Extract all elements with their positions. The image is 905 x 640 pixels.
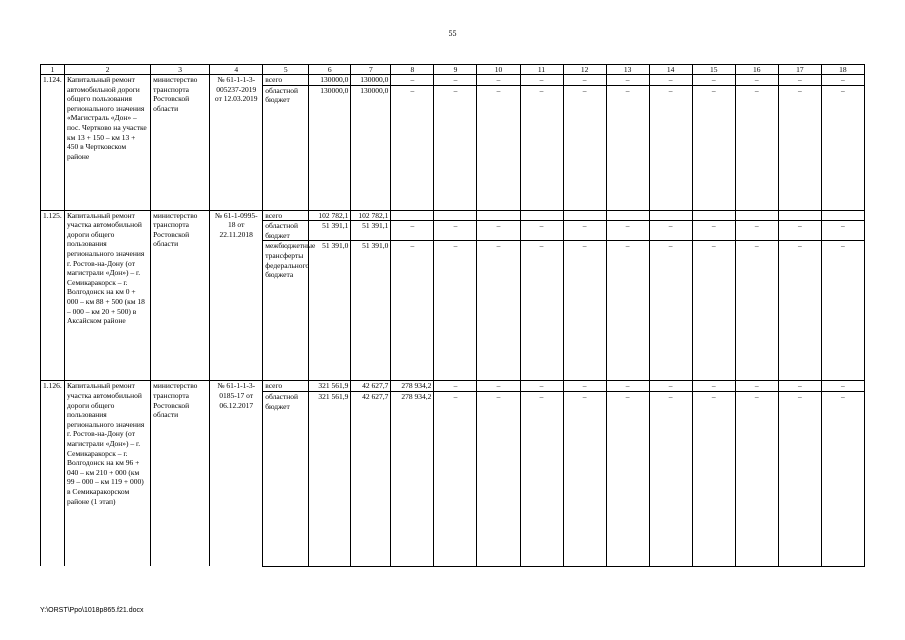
amount-col7: 51 391,1 (351, 221, 391, 241)
amount-col15: – (692, 75, 735, 86)
amount-col12: – (563, 75, 606, 86)
amount-col8: – (391, 221, 434, 241)
amount-col9 (434, 210, 477, 221)
amount-col9: – (434, 85, 477, 210)
amount-col12 (563, 210, 606, 221)
amount-col10: – (477, 381, 520, 392)
header-cell: 7 (351, 65, 391, 75)
amount-col14: – (649, 75, 692, 86)
amount-col7: 51 391,0 (351, 241, 391, 381)
funding-source: межбюджетные трансферты федерального бюджета (263, 241, 309, 381)
amount-col10: – (477, 391, 520, 566)
amount-col7: 42 627,7 (351, 391, 391, 566)
amount-col15: – (692, 221, 735, 241)
amount-col13: – (606, 221, 649, 241)
page-number: 55 (448, 29, 457, 38)
amount-col18: – (821, 381, 864, 392)
table-row (41, 75, 865, 86)
header-cell: 8 (391, 65, 434, 75)
amount-col13: – (606, 381, 649, 392)
amount-col14: – (649, 241, 692, 381)
amount-col15: – (692, 85, 735, 210)
funding-source: всего (263, 210, 309, 221)
header-cell: 1 (41, 65, 65, 75)
amount-col6: 130000,0 (309, 75, 351, 86)
amount-col13: – (606, 241, 649, 381)
amount-col17: – (778, 221, 821, 241)
header-cell: 3 (151, 65, 210, 75)
amount-col16: – (735, 75, 778, 86)
amount-col6: 321 561,9 (309, 381, 351, 392)
amount-col11: – (520, 221, 563, 241)
item-document: № 61-1-0995-18 от 22.11.2018 (210, 210, 263, 381)
program-table (40, 64, 865, 567)
amount-col12: – (563, 221, 606, 241)
header-cell: 5 (263, 65, 309, 75)
table-row (41, 381, 865, 392)
header-cell: 14 (649, 65, 692, 75)
amount-col17: – (778, 241, 821, 381)
amount-col10 (477, 210, 520, 221)
file-path-footer: Y:\ORST\Ppo\1018p865.f21.docx (40, 607, 144, 614)
amount-col10: – (477, 75, 520, 86)
amount-col10: – (477, 241, 520, 381)
amount-col18: – (821, 241, 864, 381)
amount-col18: – (821, 221, 864, 241)
header-cell: 12 (563, 65, 606, 75)
amount-col9: – (434, 221, 477, 241)
amount-col7: 102 782,1 (351, 210, 391, 221)
header-cell: 15 (692, 65, 735, 75)
amount-col12: – (563, 241, 606, 381)
amount-col17: – (778, 75, 821, 86)
item-organization: министерство транспорта Ростовской области (151, 75, 210, 211)
amount-col7: 42 627,7 (351, 381, 391, 392)
amount-col6: 130000,0 (309, 85, 351, 210)
header-cell: 18 (821, 65, 864, 75)
header-cell: 9 (434, 65, 477, 75)
amount-col8: – (391, 85, 434, 210)
header-cell: 11 (520, 65, 563, 75)
amount-col8: 278 934,2 (391, 391, 434, 566)
amount-col8 (391, 210, 434, 221)
amount-col14 (649, 210, 692, 221)
amount-col17: – (778, 391, 821, 566)
header-row (41, 65, 865, 75)
amount-col6: 321 561,9 (309, 391, 351, 566)
funding-source: областной бюджет (263, 221, 309, 241)
item-number: 1.124. (41, 75, 65, 211)
item-document: № 61-1-1-3-005237-2019 от 12.03.2019 (210, 75, 263, 211)
amount-col6: 51 391,1 (309, 221, 351, 241)
amount-col11: – (520, 85, 563, 210)
amount-col15 (692, 210, 735, 221)
amount-col11: – (520, 241, 563, 381)
item-number: 1.126. (41, 381, 65, 567)
item-organization: министерство транспорта Ростовской области (151, 210, 210, 381)
item-name: Капитальный ремонт участка автомобильной дороги общего пользования регионального значения г. Ростов-на-Дону (от магистрали «Дон») – г. Семикаракорск – г. Волгодонск на км 0 + 000 – км 88 + 500 (км 18 – 000 – км 20 + 500) в Аксайском районе (65, 210, 151, 381)
amount-col8: – (391, 241, 434, 381)
header-cell: 4 (210, 65, 263, 75)
amount-col17: – (778, 85, 821, 210)
amount-col16: – (735, 85, 778, 210)
amount-col9: – (434, 75, 477, 86)
item-name: Капитальный ремонт автомобильной дороги общего пользования регионального значения «Магистраль «Дон» – пос. Чертково на участке км 13 + 150 – км 13 + 450 в Чертковском районе (65, 75, 151, 211)
header-cell: 16 (735, 65, 778, 75)
amount-col13: – (606, 75, 649, 86)
amount-col10: – (477, 221, 520, 241)
funding-source: всего (263, 75, 309, 86)
amount-col14: – (649, 221, 692, 241)
amount-col8: – (391, 75, 434, 86)
amount-col17 (778, 210, 821, 221)
amount-col13: – (606, 391, 649, 566)
amount-col15: – (692, 381, 735, 392)
header-cell: 2 (65, 65, 151, 75)
item-number: 1.125. (41, 210, 65, 381)
header-cell: 6 (309, 65, 351, 75)
item-organization: министерство транспорта Ростовской области (151, 381, 210, 567)
amount-col12: – (563, 391, 606, 566)
funding-source: всего (263, 381, 309, 392)
amount-col11 (520, 210, 563, 221)
amount-col9: – (434, 381, 477, 392)
amount-col10: – (477, 85, 520, 210)
amount-col14: – (649, 85, 692, 210)
amount-col11: – (520, 381, 563, 392)
amount-col18: – (821, 391, 864, 566)
header-cell: 10 (477, 65, 520, 75)
amount-col13 (606, 210, 649, 221)
funding-source: областной бюджет (263, 85, 309, 210)
amount-col6: 51 391,0 (309, 241, 351, 381)
amount-col12: – (563, 85, 606, 210)
item-name: Капитальный ремонт участка автомобильной дороги общего пользования регионального значения г. Ростов-на-Дону (от магистрали «Дон») – г. Семикаракорск – г. Волгодонск на км 96 + 040 – км 210 + 000 (км 99 – 000 – км 119 + 000) в Семикаракорском районе (1 этап) (65, 381, 151, 567)
funding-source: областной бюджет (263, 391, 309, 566)
amount-col8: 278 934,2 (391, 381, 434, 392)
amount-col9: – (434, 391, 477, 566)
amount-col18 (821, 210, 864, 221)
amount-col16: – (735, 241, 778, 381)
amount-col17: – (778, 381, 821, 392)
amount-col6: 102 782,1 (309, 210, 351, 221)
amount-col14: – (649, 381, 692, 392)
header-cell: 17 (778, 65, 821, 75)
amount-col15: – (692, 241, 735, 381)
amount-col14: – (649, 391, 692, 566)
amount-col7: 130000,0 (351, 75, 391, 86)
amount-col9: – (434, 241, 477, 381)
amount-col18: – (821, 75, 864, 86)
table-row (41, 210, 865, 221)
amount-col16: – (735, 381, 778, 392)
amount-col13: – (606, 85, 649, 210)
amount-col11: – (520, 75, 563, 86)
amount-col11: – (520, 391, 563, 566)
amount-col7: 130000,0 (351, 85, 391, 210)
amount-col16: – (735, 221, 778, 241)
item-document: № 61-1-1-3-0185-17 от 06.12.2017 (210, 381, 263, 567)
amount-col12: – (563, 381, 606, 392)
amount-col18: – (821, 85, 864, 210)
amount-col16: – (735, 391, 778, 566)
header-cell: 13 (606, 65, 649, 75)
amount-col15: – (692, 391, 735, 566)
amount-col16 (735, 210, 778, 221)
